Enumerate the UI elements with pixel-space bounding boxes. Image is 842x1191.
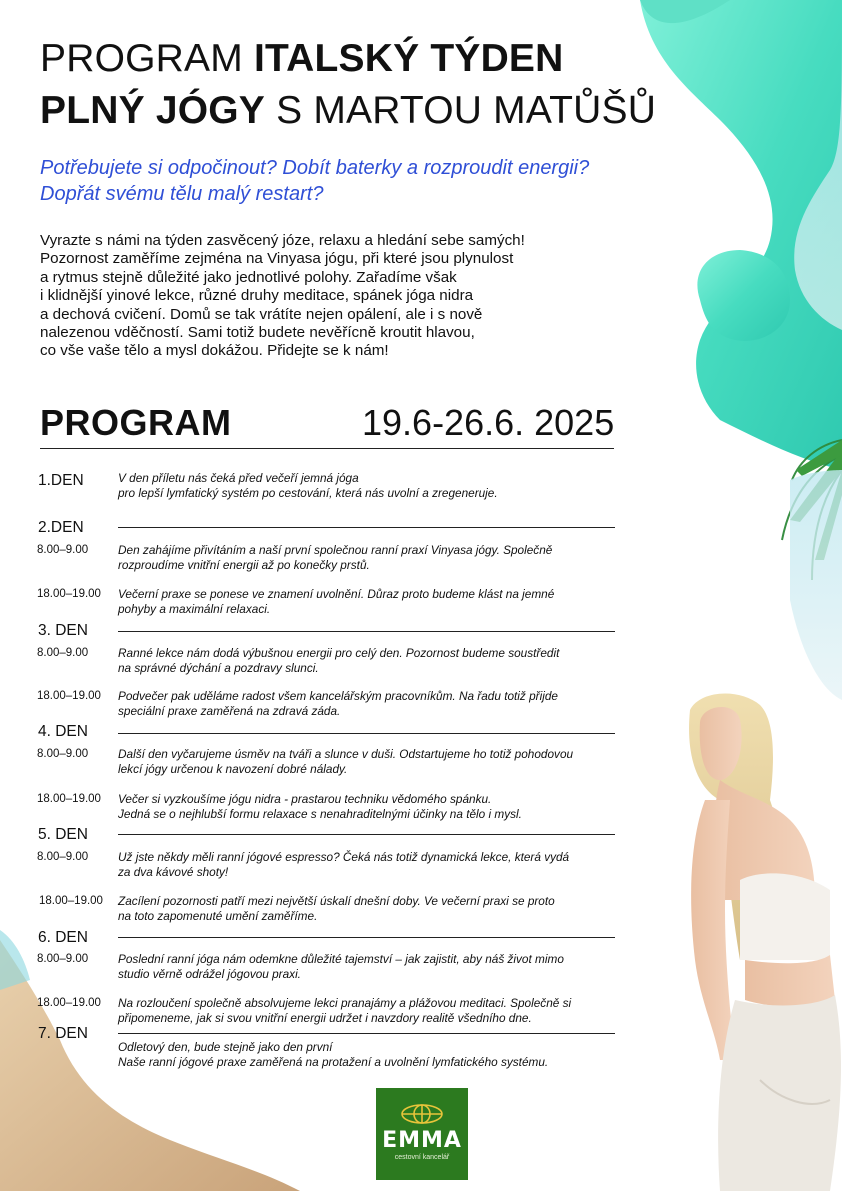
title-italsky-tyden: ITALSKÝ TÝDEN	[253, 37, 564, 80]
desc-line: Odletový den, bude stejně jako den první	[118, 1040, 333, 1054]
intro-line: Vyrazte s námi na týden zasvěcený józe, relaxu a hledání sebe samých!	[40, 232, 525, 249]
title-line-2	[40, 85, 740, 137]
desc-line: pro lepší lymfatický systém po cestování, která nás uvolní a zregeneruje.	[118, 486, 498, 500]
day-2-morning-time: 8.00–9.00	[37, 544, 89, 556]
desc-line: Naše ranní jógové praxe zaměřená na protažení a uvolnění lymfatického systému.	[118, 1055, 549, 1069]
desc-line: pohyby a maximální relaxaci.	[118, 602, 271, 616]
day-1-label: 1.DEN	[38, 472, 84, 489]
title-line-1	[40, 33, 740, 85]
day-2-evening-description	[118, 587, 658, 617]
day-4-morning-time: 8.00–9.00	[37, 748, 89, 760]
desc-line: připomeneme, jak si svou vnitřní energii udržet i navzdory realitě všedního dne.	[118, 1011, 532, 1025]
desc-line: rozproudíme vnitřní energii až po konečky prstů.	[118, 558, 370, 572]
day-2-label: 2.DEN	[38, 519, 84, 536]
intro-line: co vše vaše tělo a mysl dokážou. Přidejte se k nám!	[40, 342, 389, 360]
logo-tagline: cestovní kancelář	[394, 1154, 450, 1161]
day-7-label: 7. DEN	[38, 1025, 88, 1042]
day-6-morning-time: 8.00–9.00	[37, 953, 89, 965]
day-5-morning-description	[118, 850, 658, 880]
day-1-description	[118, 471, 658, 501]
intro-paragraph	[40, 232, 640, 361]
title-plny-jogy: PLNÝ JÓGY	[40, 89, 266, 132]
subtitle-line-1: Potřebujete si odpočinout? Dobít baterky a rozproudit energii?	[40, 157, 590, 179]
desc-line: Na rozloučení společně absolvujeme lekci pranajámy a plážovou meditaci. Společně si	[118, 996, 572, 1010]
day-5-label: 5. DEN	[38, 826, 88, 843]
day-7-description	[118, 1040, 658, 1070]
day-4-evening-time: 18.00–19.00	[37, 793, 101, 805]
desc-line: Večerní praxe se ponese ve znamení uvolnění. Důraz proto budeme klást na jemné	[118, 587, 555, 601]
program-divider	[40, 448, 614, 449]
desc-line: Den zahájíme přivítáním a naší první společnou ranní praxí Vinyasa jógy. Společně	[118, 543, 553, 557]
desc-line: lekcí jógy určenou k navození dobré nálady.	[118, 762, 348, 776]
day-3-evening-description	[118, 689, 658, 719]
program-heading: PROGRAM	[40, 402, 232, 443]
day-5-divider	[118, 834, 615, 835]
desc-line: Večer si vyzkoušíme jógu nidra - prastarou techniku vědomého spánku.	[118, 792, 492, 806]
intro-line: nalezenou vděčností. Sami totiž budete nevěřícně kroutit hlavou,	[40, 324, 475, 342]
day-3-divider	[118, 631, 615, 632]
desc-line: na správné dýchání a pozdravy slunci.	[118, 661, 319, 675]
desc-line: Ranné lekce nám dodá výbušnou energii pro celý den. Pozornost budeme soustředit	[118, 646, 560, 660]
desc-line: Jedná se o nejhlubší formu relaxace s nenahraditelnými účinky na tělo i mysl.	[118, 807, 522, 821]
day-6-label: 6. DEN	[38, 929, 88, 946]
day-4-divider	[118, 733, 615, 734]
intro-line: a dechová cvičení. Domů se tak vrátíte nejen opálení, ale i s nově	[40, 305, 483, 323]
day-6-evening-time: 18.00–19.00	[37, 997, 101, 1009]
page-title	[40, 33, 740, 137]
day-6-divider	[118, 937, 615, 938]
intro-line: a rytmus stejně důležité jako jednotlivé polohy. Zařadíme však	[40, 268, 457, 286]
day-3-morning-description	[118, 646, 658, 676]
desc-line: V den příletu nás čeká před večeří jemná jóga	[118, 471, 359, 485]
desc-line: speciální praxe zaměřená na zdravá záda.	[118, 704, 341, 718]
day-3-evening-time: 18.00–19.00	[37, 690, 101, 702]
day-6-evening-description	[118, 996, 658, 1026]
desc-line: studio věrně odrážel jógovou praxi.	[118, 967, 301, 981]
day-5-evening-description	[118, 894, 658, 924]
subtitle	[40, 155, 780, 207]
day-3-morning-time: 8.00–9.00	[37, 647, 89, 659]
desc-line: Zacílení pozornosti patří mezi největší úskalí dnešní doby. Ve večerní praxi se proto	[118, 894, 555, 908]
desc-line: na toto zapomenuté umění zaměříme.	[118, 909, 318, 923]
intro-line: i klidnější yinové lekce, různé druhy meditace, spánek jóga nidra	[40, 287, 474, 305]
title-instructor: S MARTOU MATŮŠŮ	[265, 89, 657, 132]
desc-line: Další den vyčarujeme úsměv na tváři a slunce v duši. Odstartujeme ho totiž pohodovou	[118, 747, 574, 761]
title-program-word: PROGRAM	[40, 37, 254, 80]
desc-line: Poslední ranní jóga nám odemkne důležité tajemství – jak zajistit, aby náš život mimo	[118, 952, 564, 966]
day-5-evening-time: 18.00–19.00	[39, 895, 103, 907]
logo-brand: EMMA	[382, 1128, 462, 1153]
day-2-morning-description	[118, 543, 658, 573]
day-6-morning-description	[118, 952, 658, 982]
day-4-morning-description	[118, 747, 658, 777]
day-5-morning-time: 8.00–9.00	[37, 851, 89, 863]
intro-line: Pozornost zaměříme zejména na Vinyasa jógu, při které jsou plynulost	[40, 250, 514, 268]
day-4-evening-description	[118, 792, 658, 822]
day-4-label: 4. DEN	[38, 723, 88, 740]
day-7-divider	[118, 1033, 615, 1034]
day-2-evening-time: 18.00–19.00	[37, 588, 101, 600]
subtitle-line-2: Dopřát svému tělu malý restart?	[40, 183, 324, 205]
desc-line: Už jste někdy měli ranní jógové espresso? Čeká nás totiž dynamická lekce, která vydá	[118, 850, 570, 864]
emma-logo	[376, 1088, 468, 1180]
desc-line: za dva kávové shoty!	[118, 865, 229, 879]
desc-line: Podvečer pak uděláme radost všem kancelářským pracovníkům. Na řadu totiž přijde	[118, 689, 558, 703]
day-2-divider	[118, 527, 615, 528]
program-dates: 19.6-26.6. 2025	[362, 402, 615, 443]
day-3-label: 3. DEN	[38, 622, 88, 639]
